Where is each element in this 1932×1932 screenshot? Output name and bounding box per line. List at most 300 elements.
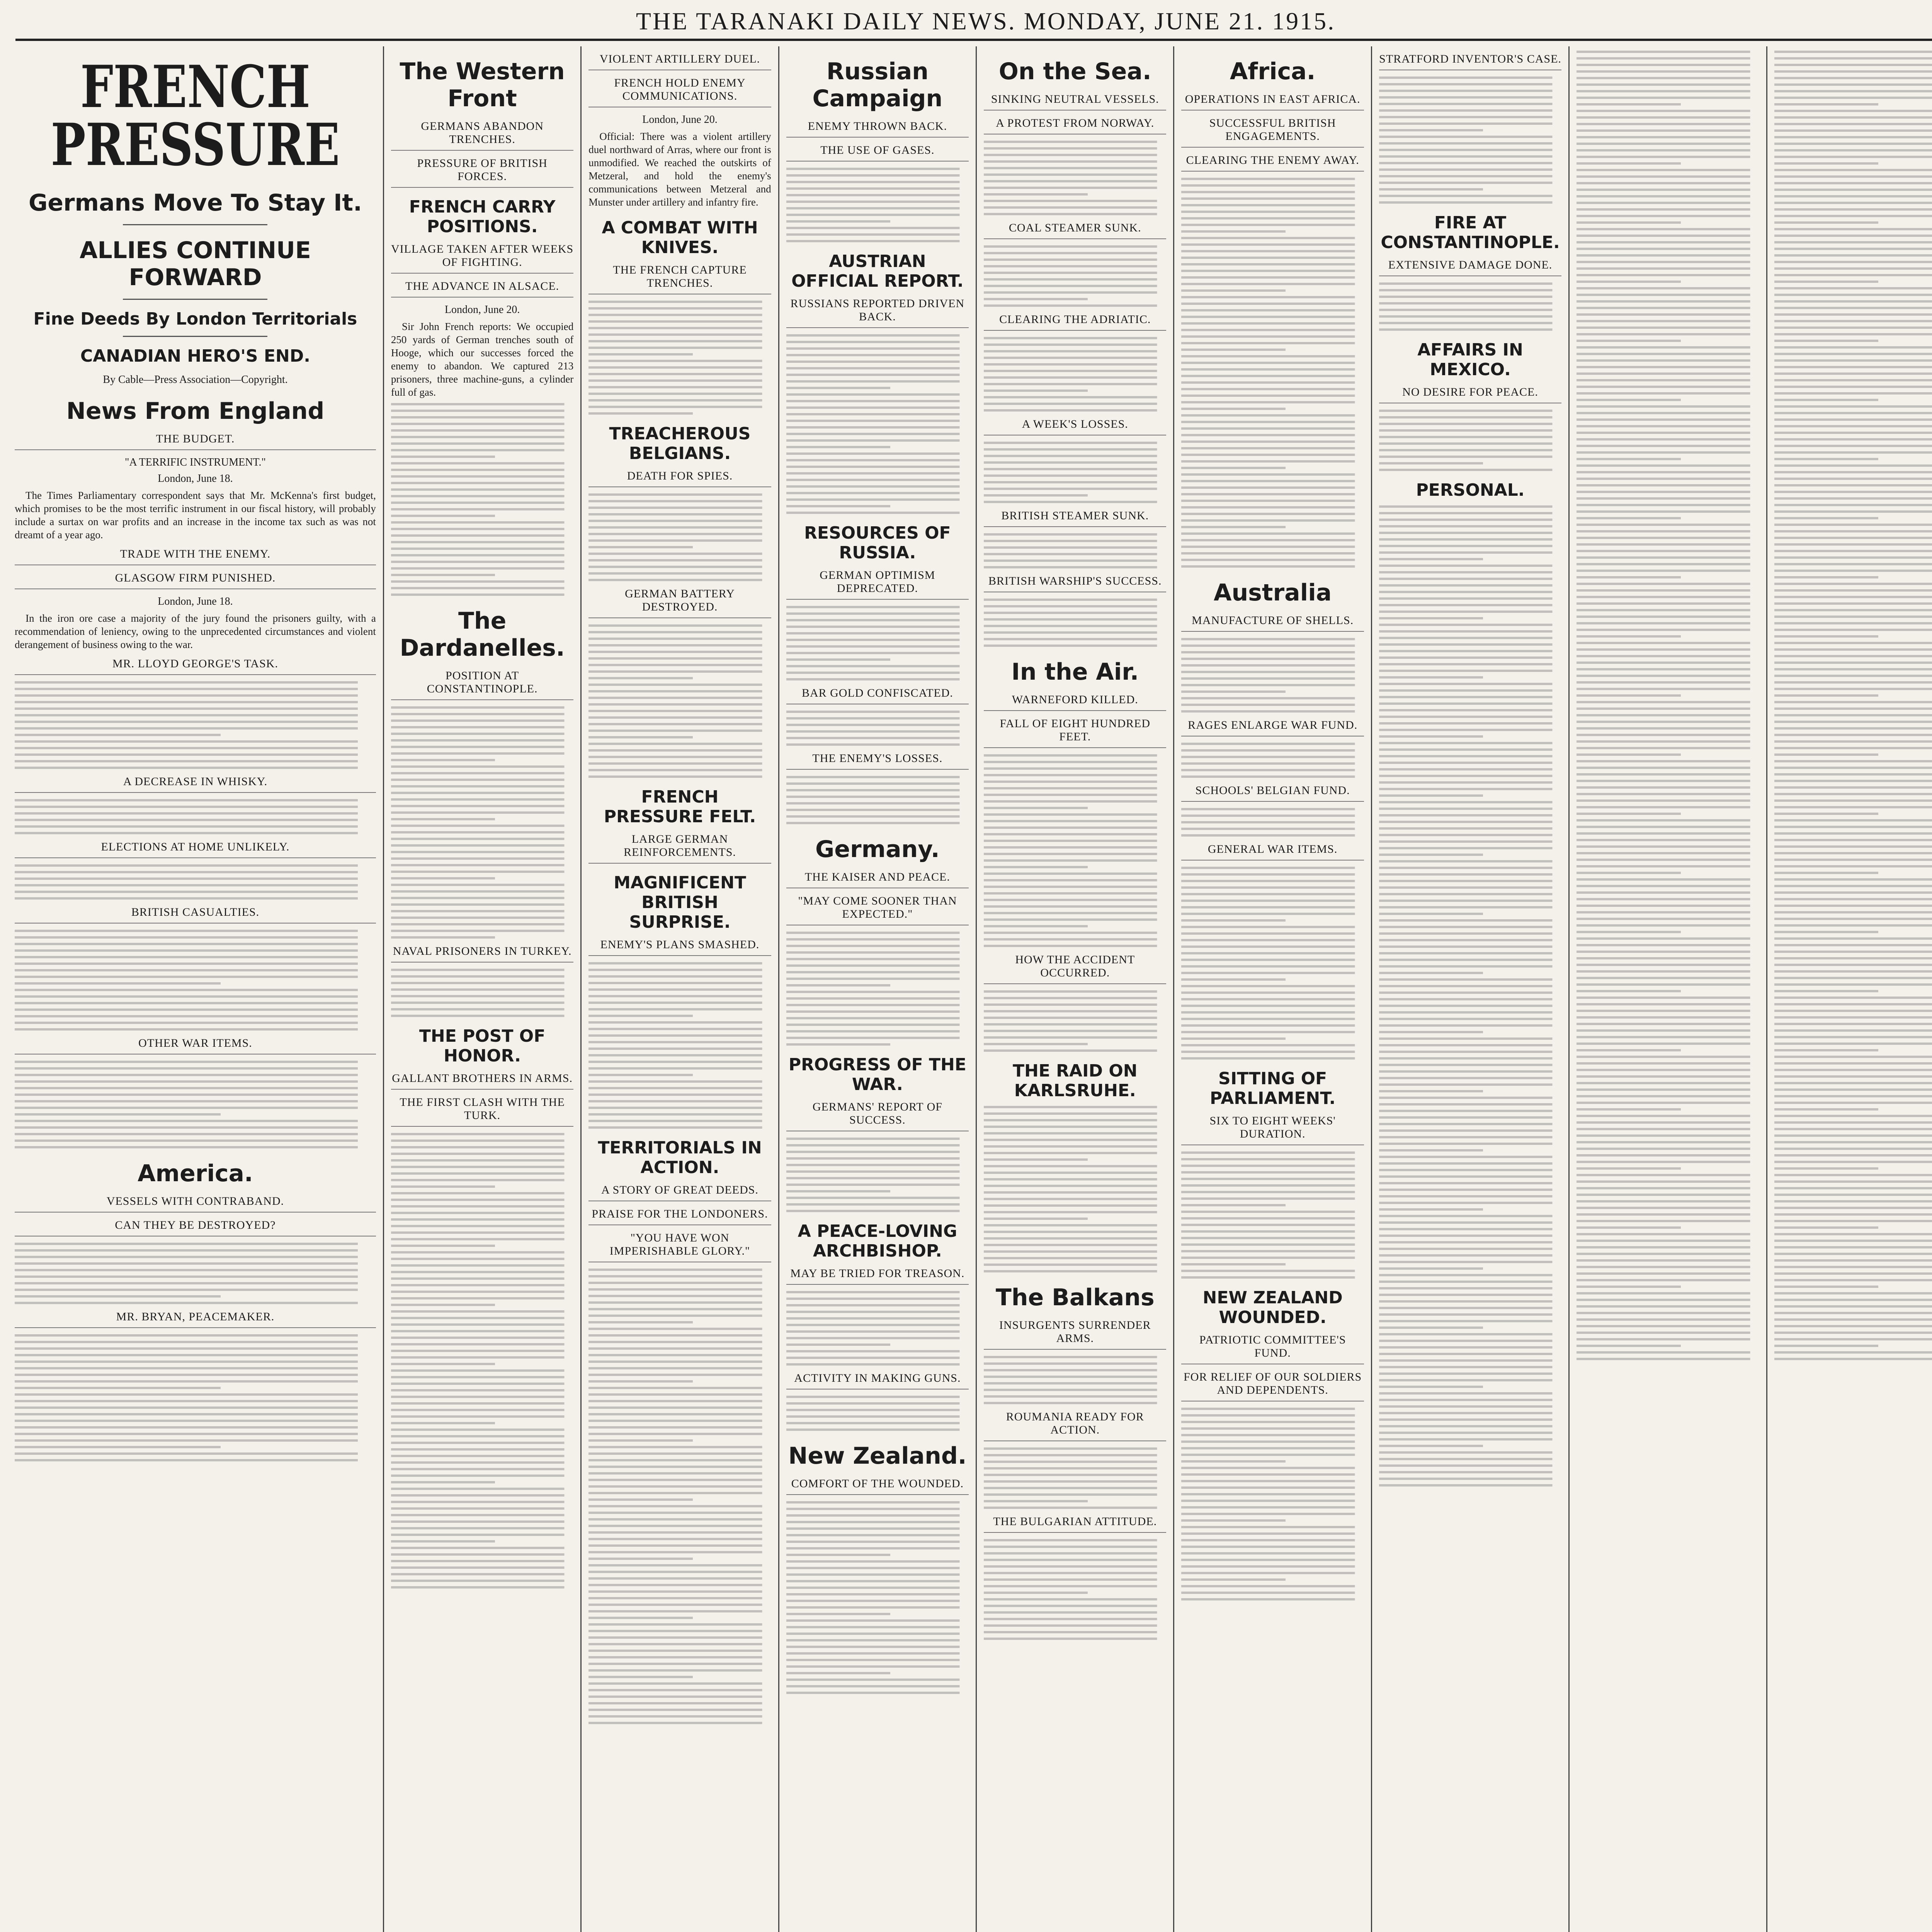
text-line	[391, 792, 573, 794]
text-line	[1774, 1049, 1884, 1051]
text-line	[1181, 1578, 1291, 1581]
text-line	[1181, 769, 1364, 771]
text-line	[1774, 767, 1932, 769]
text-line	[984, 1578, 1166, 1581]
text-line	[1181, 1539, 1364, 1541]
text-line	[1379, 136, 1561, 138]
text-line	[1181, 408, 1291, 410]
text-line	[984, 1467, 1166, 1469]
text-line	[1577, 1141, 1759, 1143]
text-line	[588, 1374, 771, 1376]
text-line	[1181, 473, 1364, 476]
text-line	[588, 1406, 771, 1409]
text-line	[1577, 1148, 1759, 1150]
text-line	[1774, 235, 1932, 237]
text-line	[588, 1041, 771, 1043]
text-line	[1774, 1292, 1932, 1294]
text-line	[1181, 230, 1291, 233]
text-line	[1774, 116, 1932, 119]
text-line	[1774, 162, 1884, 165]
text-line	[15, 714, 376, 716]
text-line	[1774, 300, 1932, 303]
text-line	[588, 1321, 698, 1323]
text-line	[1379, 1307, 1561, 1309]
text-line	[1379, 913, 1488, 915]
text-line	[1577, 1095, 1759, 1097]
text-line	[1181, 1460, 1291, 1463]
text-line	[588, 1512, 771, 1514]
text-line	[1379, 1294, 1561, 1296]
text-line	[1577, 1253, 1759, 1255]
subheading: A PROTEST FROM NORWAY.	[984, 117, 1166, 134]
subheading: SINKING NEUTRAL VESSELS.	[984, 93, 1166, 111]
subheading: GENERAL WAR ITEMS.	[1181, 843, 1364, 861]
text-line	[984, 533, 1166, 536]
text-line	[391, 1422, 500, 1424]
text-line	[588, 1669, 771, 1672]
text-line	[1181, 552, 1364, 554]
text-line	[391, 1225, 573, 1227]
text-line	[1181, 493, 1364, 495]
text-line	[1379, 1392, 1561, 1395]
text-line	[1774, 1069, 1932, 1071]
text-line	[1577, 313, 1759, 316]
text-line	[1181, 316, 1364, 318]
text-line	[1181, 375, 1364, 377]
byline: By Cable—Press Association—Copyright.	[103, 374, 288, 386]
text-lines	[1181, 1408, 1364, 1600]
text-line	[1577, 1180, 1759, 1183]
text-line	[1577, 432, 1759, 434]
text-line	[1577, 97, 1759, 99]
column-5	[976, 46, 1173, 1932]
text-line	[1774, 885, 1932, 887]
text-line	[1774, 530, 1932, 532]
text-line	[1774, 386, 1932, 388]
text-line	[984, 1145, 1166, 1148]
text-line	[1379, 611, 1561, 613]
text-line	[588, 969, 771, 971]
text-line	[1577, 714, 1759, 716]
text-line	[391, 1435, 573, 1437]
text-line	[1181, 467, 1291, 469]
text-line	[1379, 1182, 1561, 1184]
text-line	[15, 1080, 376, 1083]
text-line	[1181, 743, 1364, 745]
text-line	[1774, 589, 1932, 592]
text-line	[1181, 355, 1364, 357]
text-line	[391, 1409, 573, 1411]
text-line	[1577, 57, 1759, 60]
text-lines	[1181, 743, 1364, 778]
text-line	[984, 1395, 1166, 1398]
text-line	[391, 759, 500, 761]
text-line	[391, 1455, 573, 1457]
text-line	[1774, 1286, 1884, 1288]
text-line	[588, 1380, 698, 1383]
text-lines	[391, 403, 573, 596]
text-line	[391, 1402, 573, 1405]
subheading: OPERATIONS IN EAST AFRICA.	[1181, 93, 1364, 111]
text-line	[984, 1605, 1166, 1607]
text-lines	[786, 1291, 969, 1366]
text-line	[1577, 1279, 1759, 1281]
text-line	[1577, 911, 1759, 913]
text-line	[391, 877, 500, 879]
text-line	[786, 997, 969, 1000]
text-line	[984, 1244, 1166, 1246]
text-line	[1774, 248, 1932, 250]
text-line	[588, 982, 771, 984]
subheading: FRENCH HOLD ENEMY COMMUNICATIONS.	[588, 77, 771, 107]
text-line	[588, 756, 771, 758]
text-line	[984, 442, 1166, 444]
subheading: THE BULGARIAN ATTITUDE.	[984, 1515, 1166, 1533]
text-line	[1577, 767, 1759, 769]
text-line	[786, 658, 896, 661]
text-line	[588, 1275, 771, 1277]
text-line	[588, 1015, 698, 1017]
text-line	[1379, 867, 1561, 869]
text-line	[1577, 570, 1759, 572]
text-line	[1379, 972, 1488, 974]
text-line	[1181, 224, 1364, 226]
headline: FRENCH PRESSURE FELT.	[604, 787, 756, 827]
text-line	[786, 665, 969, 667]
text-line	[588, 1334, 771, 1337]
text-line	[1774, 1095, 1932, 1097]
text-line	[1379, 1090, 1488, 1092]
text-line	[984, 938, 1166, 940]
text-line	[1577, 826, 1759, 828]
text-line	[588, 366, 771, 369]
text-line	[1379, 1340, 1561, 1342]
text-line	[1181, 381, 1364, 384]
text-line	[1181, 1526, 1364, 1528]
text-line	[1181, 749, 1364, 752]
text-line	[984, 872, 1166, 875]
text-line	[1181, 447, 1364, 449]
text-line	[1774, 1240, 1932, 1242]
text-line	[1774, 951, 1932, 953]
text-line	[15, 1009, 376, 1011]
text-line	[15, 1028, 376, 1031]
text-line	[984, 1356, 1166, 1358]
text-line	[15, 1354, 376, 1356]
headline: FIRE AT CONSTANTINOPLE.	[1381, 213, 1560, 252]
subheading: CAN THEY BE DESTROYED?	[15, 1219, 376, 1236]
text-line	[588, 1663, 771, 1665]
text-line	[1577, 760, 1759, 762]
text-line	[1379, 1412, 1561, 1414]
text-line	[15, 1256, 376, 1258]
text-line	[1577, 707, 1759, 710]
text-line	[588, 1433, 771, 1435]
section-title: Africa.	[1230, 58, 1316, 85]
text-line	[588, 1689, 771, 1691]
text-line	[391, 1205, 573, 1208]
text-line	[1379, 624, 1561, 626]
text-line	[1181, 704, 1364, 706]
text-line	[786, 776, 969, 778]
text-line	[588, 353, 698, 355]
text-line	[1181, 257, 1364, 259]
text-line	[588, 539, 771, 542]
text-lines	[15, 930, 376, 1031]
text-line	[1181, 690, 1291, 693]
text-line	[984, 396, 1166, 398]
text-line	[588, 1367, 771, 1369]
text-line	[1181, 401, 1364, 403]
text-line	[786, 472, 969, 474]
text-line	[984, 154, 1166, 156]
headline: THE POST OF HONOR.	[419, 1026, 546, 1066]
text-line	[786, 1184, 969, 1186]
text-line	[1577, 1003, 1759, 1005]
text-line	[15, 1302, 376, 1304]
text-line	[984, 1185, 1166, 1187]
text-line	[1181, 559, 1364, 561]
text-line	[588, 1610, 771, 1612]
subheading: BRITISH CASUALTIES.	[15, 906, 376, 923]
text-line	[391, 805, 573, 807]
text-line	[1774, 1266, 1932, 1268]
text-line	[1577, 451, 1759, 454]
text-line	[391, 567, 573, 570]
text-line	[1774, 1056, 1932, 1058]
headline: SITTING OF PARLIAMENT.	[1209, 1069, 1336, 1108]
text-line	[588, 1597, 771, 1599]
text-line	[588, 553, 771, 555]
text-line	[1577, 859, 1759, 861]
text-line	[1577, 970, 1759, 973]
text-line	[1774, 445, 1932, 447]
text-line	[1577, 1115, 1759, 1117]
text-line	[1577, 1207, 1759, 1209]
text-line	[1379, 775, 1561, 777]
text-line	[1379, 1070, 1561, 1073]
text-line	[1379, 1418, 1561, 1421]
text-line	[1577, 366, 1759, 368]
subheading: LARGE GERMAN REINFORCEMENTS.	[588, 833, 771, 864]
text-line	[588, 1702, 771, 1704]
subheading: A DECREASE IN WHISKY.	[15, 775, 376, 793]
subheading: WARNEFORD KILLED.	[984, 693, 1166, 711]
text-line	[984, 180, 1166, 182]
text-line	[786, 1508, 969, 1510]
text-line	[1577, 1194, 1759, 1196]
text-line	[1774, 412, 1932, 414]
subheading: RAGES ENLARGE WAR FUND.	[1181, 719, 1364, 736]
text-line	[588, 327, 771, 329]
text-line	[1181, 1414, 1364, 1417]
text-line	[786, 796, 969, 798]
text-line	[1379, 296, 1561, 298]
text-line	[391, 890, 573, 893]
text-line	[1577, 1226, 1686, 1229]
text-line	[391, 988, 573, 991]
text-line	[1577, 1312, 1759, 1314]
text-line	[1181, 1598, 1364, 1600]
text-line	[786, 227, 969, 229]
text-line	[1577, 1318, 1759, 1321]
text-line	[1774, 819, 1932, 821]
text-line	[391, 495, 573, 497]
text-line	[1379, 532, 1561, 534]
text-line	[984, 918, 1166, 921]
text-line	[391, 1264, 573, 1267]
text-line	[588, 1087, 771, 1089]
text-line	[984, 827, 1166, 829]
text-line	[984, 141, 1166, 143]
text-line	[1181, 1276, 1364, 1279]
text-line	[1379, 436, 1561, 438]
text-line	[588, 1054, 771, 1056]
text-line	[984, 1165, 1166, 1167]
text-line	[391, 1212, 573, 1214]
text-line	[1379, 1037, 1561, 1040]
text-line	[391, 554, 573, 556]
text-line	[1774, 773, 1932, 776]
text-line	[1181, 1447, 1364, 1449]
text-line	[1181, 204, 1364, 206]
text-line	[1379, 168, 1561, 171]
article-body: In the iron ore case a majority of the jury found the prisoners guilty, with a recommendation of leniency, owing to the unprecedented circumstances and violent derangement of business owing to the war.	[15, 612, 376, 651]
text-line	[588, 1538, 771, 1540]
text-line	[984, 1204, 1166, 1207]
text-line	[1577, 215, 1759, 217]
text-line	[1774, 891, 1932, 894]
text-line	[1577, 1128, 1759, 1130]
text-line	[1577, 1358, 1759, 1360]
text-line	[1379, 512, 1561, 514]
text-line	[391, 1284, 573, 1286]
text-line	[1181, 1565, 1364, 1568]
text-line	[1577, 281, 1686, 283]
text-line	[786, 1593, 969, 1595]
text-line	[391, 903, 573, 906]
subheading: "YOU HAVE WON IMPERISHABLE GLORY."	[588, 1231, 771, 1262]
text-line	[1181, 519, 1364, 522]
text-line	[15, 1374, 376, 1376]
text-line	[588, 1715, 771, 1718]
text-line	[588, 307, 771, 310]
text-line	[588, 493, 771, 496]
text-line	[1774, 1345, 1884, 1347]
text-line	[391, 1271, 573, 1273]
text-lines	[1181, 178, 1364, 568]
text-line	[1379, 1175, 1561, 1178]
text-line	[1181, 322, 1364, 325]
text-line	[786, 619, 969, 621]
text-line	[1774, 1174, 1932, 1176]
text-lines	[984, 754, 1166, 947]
text-line	[1774, 149, 1932, 151]
subheading: THE USE OF GASES.	[786, 144, 969, 162]
text-line	[1379, 755, 1561, 757]
text-lines	[1181, 867, 1364, 1060]
text-line	[1379, 77, 1561, 79]
column-4	[778, 46, 976, 1932]
text-line	[15, 1289, 376, 1291]
text-line	[1774, 169, 1932, 171]
text-line	[391, 475, 573, 478]
text-line	[1774, 806, 1932, 808]
text-line	[391, 482, 573, 484]
text-lines	[984, 245, 1166, 307]
text-line	[1181, 926, 1364, 928]
text-line	[1774, 195, 1932, 197]
text-line	[1577, 957, 1759, 959]
text-line	[1181, 900, 1364, 902]
text-line	[391, 1415, 573, 1418]
text-line	[1577, 51, 1759, 53]
text-line	[1379, 469, 1561, 471]
text-line	[15, 1426, 376, 1429]
headline: NEW ZEALAND WOUNDED.	[1202, 1288, 1343, 1327]
text-line	[1577, 162, 1686, 165]
text-line	[588, 1008, 771, 1010]
text-line	[1577, 937, 1759, 940]
text-line	[1577, 445, 1759, 447]
text-line	[1577, 1121, 1759, 1124]
text-line	[391, 739, 573, 742]
text-line	[1379, 1274, 1561, 1276]
text-line	[1577, 300, 1759, 303]
text-line	[588, 1590, 771, 1593]
text-line	[15, 707, 376, 710]
text-line	[1577, 1299, 1759, 1301]
text-line	[1774, 241, 1932, 243]
text-line	[786, 737, 969, 739]
text-line	[1577, 734, 1759, 736]
subheading: VIOLENT ARTILLERY DUEL.	[588, 53, 771, 70]
text-line	[588, 1080, 771, 1083]
text-line	[1774, 780, 1932, 782]
column-6	[1173, 46, 1371, 1932]
text-line	[1181, 998, 1364, 1000]
subheading: CLEARING THE ENEMY AWAY.	[1181, 154, 1364, 172]
text-line	[391, 1231, 573, 1234]
text-line	[786, 1203, 969, 1206]
text-line	[1774, 629, 1932, 631]
text-line	[984, 350, 1166, 352]
text-line	[1774, 399, 1884, 401]
text-line	[1379, 1372, 1561, 1375]
text-line	[15, 701, 376, 703]
text-line	[1379, 1405, 1561, 1408]
text-line	[588, 1682, 771, 1685]
text-line	[984, 631, 1166, 634]
subheading: SUCCESSFUL BRITISH ENGAGEMENTS.	[1181, 117, 1364, 148]
text-line	[391, 1179, 573, 1181]
text-line	[1774, 366, 1932, 368]
text-line	[984, 560, 1166, 562]
headline: TERRITORIALS IN ACTION.	[598, 1138, 762, 1178]
text-line	[15, 721, 376, 723]
section-title: The Balkans	[995, 1284, 1155, 1311]
text-line	[786, 1170, 969, 1173]
text-line	[1577, 583, 1759, 585]
text-line	[391, 548, 573, 550]
text-line	[1181, 289, 1291, 292]
text-line	[786, 485, 969, 488]
text-line	[1379, 762, 1561, 764]
text-line	[984, 612, 1166, 614]
text-line	[588, 526, 771, 529]
text-line	[391, 594, 573, 596]
text-line	[1181, 1473, 1364, 1476]
